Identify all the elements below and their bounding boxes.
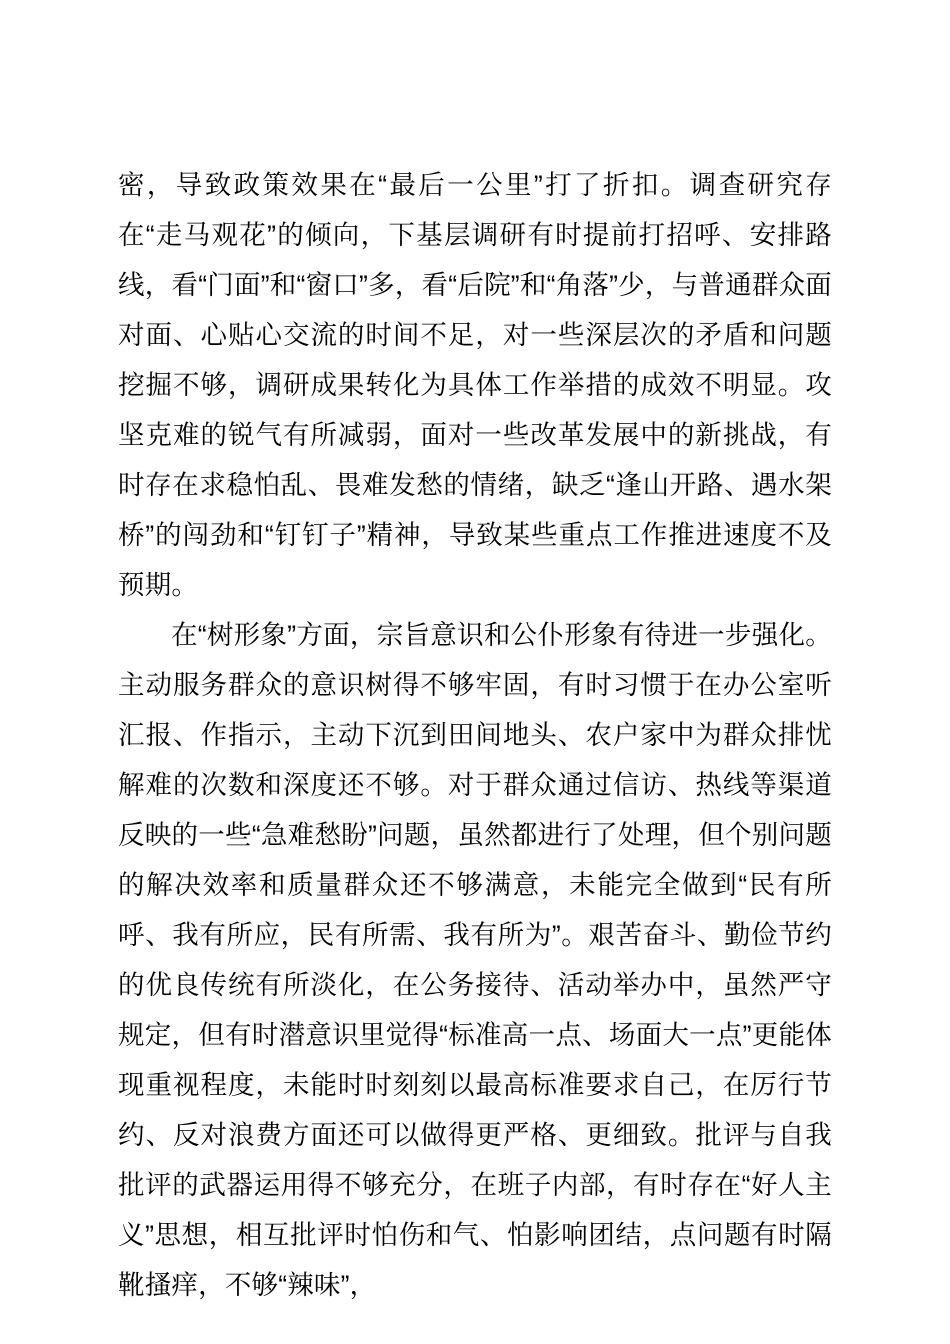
paragraph-2: 在“树形象”方面，宗旨意识和公仆形象有待进一步强化。主动服务群众的意识树得不够牢固，有时习惯于在办公室听汇报、作指示，主动下沉到田间地头、农户家中为群众排忧解难的次数和深度还不够。对于群众通过信访、热线等渠道反映的一些“急难愁盼”问题，虽然都进行了处理，但个别问题的解决效率和质量群众还不够满意，未能完全做到“民有所呼、我有所应，民有所需、我有所为”。艰苦奋斗、勤俭节约的优良传统有所淡化，在公务接待、活动举办中，虽然严守规定，但有时潜意识里觉得“标准高一点、场面大一点”更能体现重视程度，未能时时刻刻以最高标准要求自己，在厉行节约、反对浪费方面还可以做得更严格、更细致。批评与自我批评的武器运用得不够充分，在班子内部，有时存在“好人主义”思想，相互批评时怕伤和气、怕影响团结，点问题有时隔靴搔痒，不够“辣味”， [118,620,832,1300]
paragraph-1: 密，导致政策效果在“最后一公里”打了折扣。调查研究存在“走马观花”的倾向，下基层调研有时提前打招呼、安排路线，看“门面”和“窗口”多，看“后院”和“角落”少，与普通群众面对面、心贴心交流的时间不足，对一些深层次的矛盾和问题挖掘不够，调研成果转化为具体工作举措的成效不明显。攻坚克难的锐气有所减弱，面对一些改革发展中的新挑战，有时存在求稳怕乱、畏难发愁的情绪，缺乏“逢山开路、遇水架桥”的闯劲和“钉钉子”精神，导致某些重点工作推进速度不及预期。 [118,170,832,600]
document-body [118,160,832,1310]
